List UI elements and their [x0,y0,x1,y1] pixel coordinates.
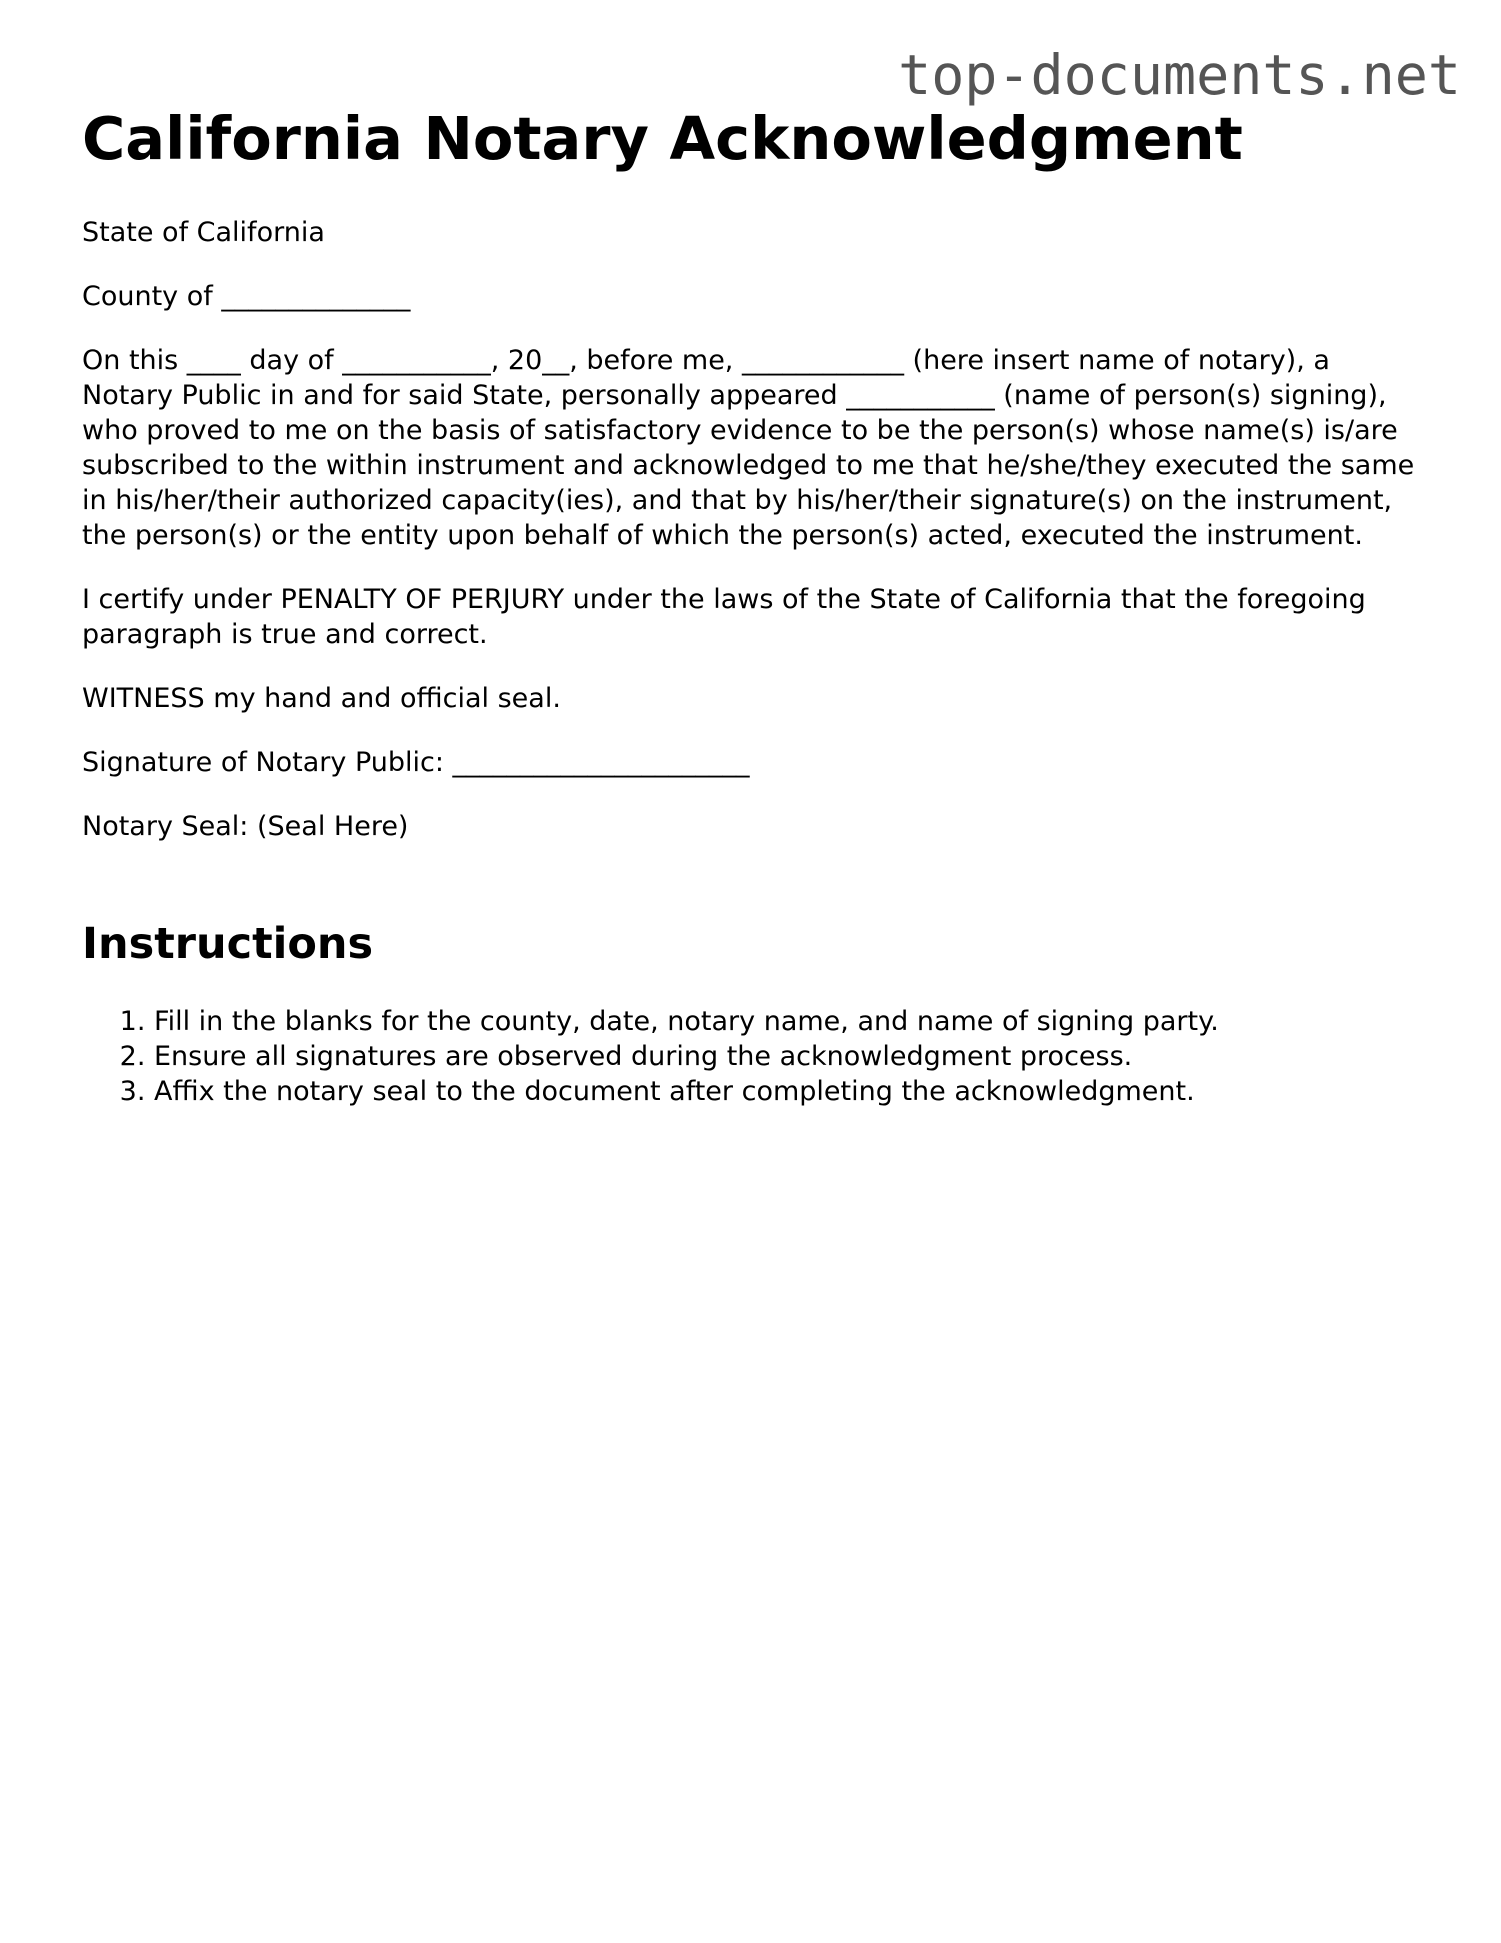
certify-paragraph: I certify under PENALTY OF PERJURY under the laws of the State of California that the foregoing paragraph is true and correct. [82,584,1366,650]
list-item: 2. Ensure all signatures are observed during the acknowledgment process. [154,1039,1454,1074]
county-line: County of ______________ [82,281,411,312]
watermark-text: top-documents.net [898,43,1461,107]
signature-line: Signature of Notary Public: ______________________ [82,747,750,778]
acknowledgment-paragraph: On this ____ day of ___________, 20__, before me, ____________ (here insert name of notary), a Notary Public in and for said State, personally appeared ___________ (name of person(s) signing), who proved to me on the basis of satisfactory evidence to be the person(s) whose name(s) is/are subscribed to the within instrument and acknowledged to me that he/she/they executed the same in his/her/their authorized capacity(ies), and that by his/her/their signature(s) on the instrument, the person(s) or the entity upon behalf of which the person(s) acted, executed the instrument. [82,345,1415,551]
witness-line: WITNESS my hand and official seal. [82,683,561,714]
list-item: 1. Fill in the blanks for the county, date, notary name, and name of signing party. [154,1004,1454,1039]
seal-line: Notary Seal: (Seal Here) [82,811,409,842]
list-item: 3. Affix the notary seal to the document after completing the acknowledgment. [154,1074,1454,1109]
instructions-list [82,1004,1454,1109]
instructions-heading: Instructions [82,919,374,969]
document-title: California Notary Acknowledgment [82,104,1243,173]
state-line: State of California [82,217,325,248]
form-text [82,215,1422,873]
